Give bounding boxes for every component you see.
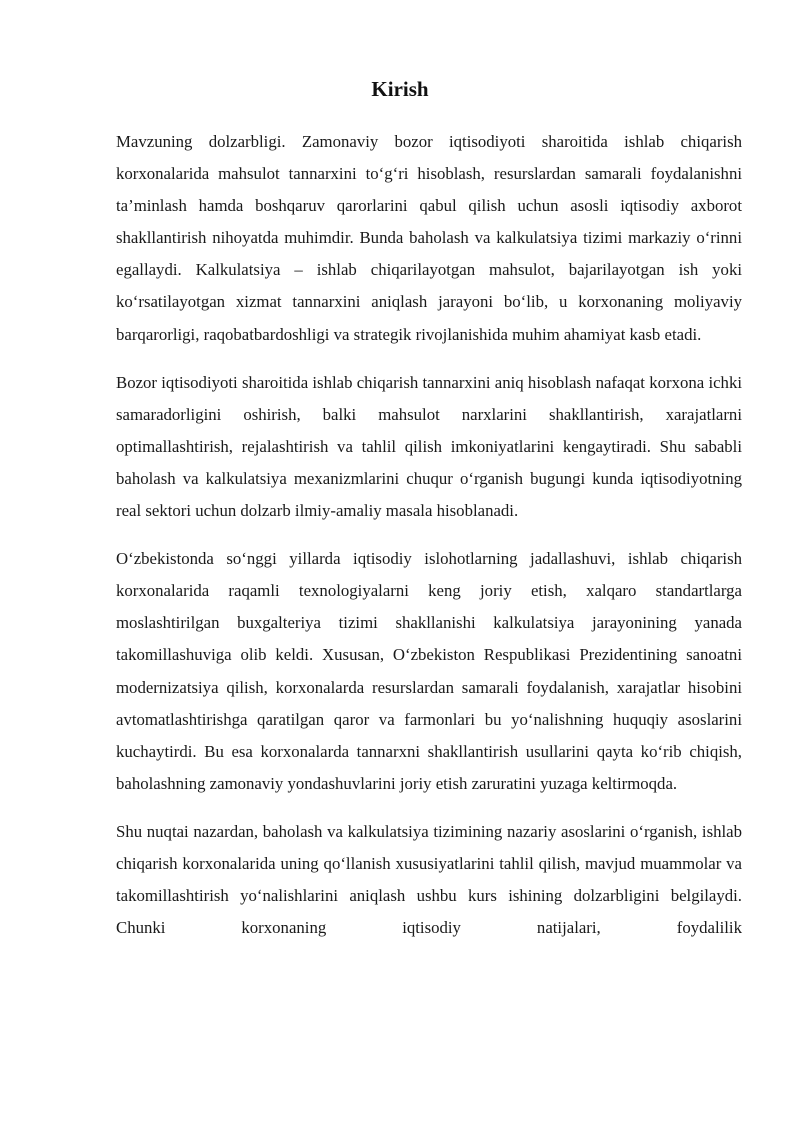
paragraph-relevance: Mavzuning dolzarbligi. Zamonaviy bozor iqtisodiyoti sharoitida ishlab chiqarish korxonalarida mahsulot tannarxini to‘g‘ri hisoblash, resurslardan samarali foydalanishni ta’minlash hamda boshqaruv qarorlarini qabul qilish uchun asosli iqtisodiy axborot shakllantirish nihoyatda muhimdir. Bunda baholash va kalkulatsiya tizimi markaziy o‘rinni egallaydi. Kalkulatsiya – ishlab chiqarilayotgan mahsulot, bajarilayotgan ish yoki ko‘rsatilayotgan xizmat tannarxini aniqlash jarayoni bo‘lib, u korxonaning moliyaviy barqarorligi, raqobatbardoshligi va strategik rivojlanishida muhim ahamiyat kasb etadi. (116, 132, 742, 344)
paragraph-course-relevance: Shu nuqtai nazardan, baholash va kalkulatsiya tizimining nazariy asoslarini o‘rganish, ishlab chiqarish korxonalarida uning qo‘llanish xususiyatlarini tahlil qilish, mavjud muammolar va takomillashtirish yo‘nalishlarini aniqlash ushbu kurs ishining dolzarbligini belgilaydi. Chunki korxonaning iqtisodiy natijalari, foydalilik (116, 821, 742, 938)
paragraph-market-economy: Bozor iqtisodiyoti sharoitida ishlab chiqarish tannarxini aniq hisoblash nafaqat korxona ichki samaradorligini oshirish, balki mahsulot narxlarini shakllantirish, xarajatlarni optimallashtirish, rejalashtirish va tahlil qilish imkoniyatlarini kengaytiradi. Shu sababli baholash va kalkulatsiya mexanizmlarini chuqur o‘rganish bugungi kunda iqtisodiyotning real sektori uchun dolzarb ilmiy-amaliy masala hisoblanadi. (116, 372, 742, 521)
paragraph-uzbekistan-reforms: O‘zbekistonda so‘nggi yillarda iqtisodiy islohotlarning jadallashuvi, ishlab chiqarish korxonalarida raqamli texnologiyalarni keng joriy etish, xalqaro standartlarga moslashtirilgan buxgalteriya tizimi shakllanishi kalkulatsiya jarayonining yanada takomillashuviga olib keldi. Xususan, O‘zbekiston Respublikasi Prezidentining sanoatni modernizatsiya qilish, korxonalarda resurslardan samarali foydalanish, xarajatlar hisobini avtomatlashtirishga qaratilgan qaror va farmonlari bu yo‘nalishning huquqiy asoslarini kuchaytirdi. Bu esa korxonalarda tannarxni shakllantirish usullarini qayta ko‘rib chiqish, baholashning zamonaviy yondashuvlarini joriy etish zaruratini yuzaga keltirmoqda. (116, 549, 742, 793)
page-title: Kirish (371, 77, 429, 101)
document-body (116, 126, 742, 944)
